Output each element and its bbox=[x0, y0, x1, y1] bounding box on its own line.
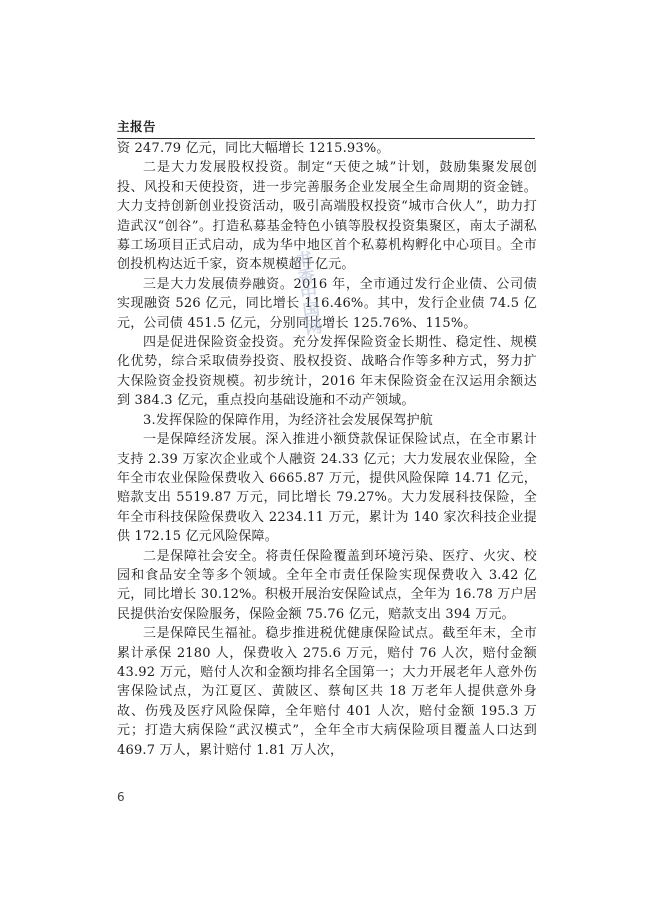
paragraph-bond-financing: 三是大力发展债券融资。2016 年，全市通过发行企业债、公司债实现融资 526 亿元，同比增长 116.46%。其中，发行企业债 74.5 亿元，公司债 451.5 亿元，分别同比增长 125.76%、115%。 bbox=[117, 276, 537, 331]
body-text bbox=[117, 139, 537, 760]
paragraph-social-safety: 二是保障社会安全。将责任保险覆盖到环境污染、医疗、火灾、校园和食品安全等多个领域。全年全市责任保险实现保费收入 3.42 亿元，同比增长 30.12%。积极开展治安保险试点，全年为 16.78 万户居民提供治安保险服务，保险金额 75.76 亿元，赔款支出 394 万元。 bbox=[117, 548, 537, 622]
paragraph-equity-investment: 二是大力发展股权投资。制定“天使之城”计划，鼓励集聚发展创投、风投和天使投资，进一步完善服务企业发展全生命周期的资金链。大力支持创新创业投资活动，吸引高端股权投资“城市合伙人”，助力打造武汉“创谷”。打造私募基金特色小镇等股权投资集聚区，南太子湖私募工场项目正式启动，成为华中地区首个私募机构孵化中心项目。全市创投机构达近千家，资本规模超千亿元。 bbox=[117, 160, 537, 273]
paragraph-continuation: 资 247.79 亿元，同比大幅增长 1215.93%。 bbox=[117, 141, 390, 156]
running-header bbox=[117, 116, 535, 139]
paragraph-insurance-funds: 四是促进保险资金投资。充分发挥保险资金长期性、稳定性、规模化优势，综合采取债券投资、股权投资、战略合作等多种方式，努力扩大保险资金投资规模。初步统计，2016 年末保险资金在汉运用余额达到 384.3 亿元，重点投向基础设施和不动产领域。 bbox=[117, 335, 537, 409]
page-number: 6 bbox=[117, 790, 125, 804]
paragraph-economic-protection: 一是保障经济发展。深入推进小额贷款保证保险试点，在全市累计支持 2.39 万家次企业或个人融资 24.33 亿元；大力发展农业保险，全年全市农业保险保费收入 6665.87 万元，提供风险保障 14.71 亿元，赔款支出 5519.87 万元，同比增长 79.27%。大力发展科技保险，全年全市科技保险保费收入 2234.11 万元，累计为 140 家次科技企业提供 172.15 亿元风险保障。 bbox=[117, 432, 537, 545]
subsection-heading: 3.发挥保险的保障作用，为经济社会发展保驾护航 bbox=[143, 412, 434, 428]
paragraph-livelihood-welfare: 三是保障民生福祉。稳步推进税优健康保险试点。截至年末，全市累计承保 2180 人，保费收入 275.6 万元，赔付 76 人次，赔付金额 43.92 万元，赔付人次和金额均排名全国第一；大力开展老年人意外伤害保险试点，为江夏区、黄陂区、蔡甸区共 18 万老年人提供意外身故、伤残及医疗风险保障，全年赔付 401 人次，赔付金额 195.3 万元；打造大病保险“武汉模式”，全年全市大病保险项目覆盖人口达到 469.7 万人，累计赔付 1.81 万人次， bbox=[117, 626, 537, 758]
section-title: 主报告 bbox=[117, 119, 157, 134]
watermark-text: 书香中国网 bbox=[290, 249, 323, 337]
